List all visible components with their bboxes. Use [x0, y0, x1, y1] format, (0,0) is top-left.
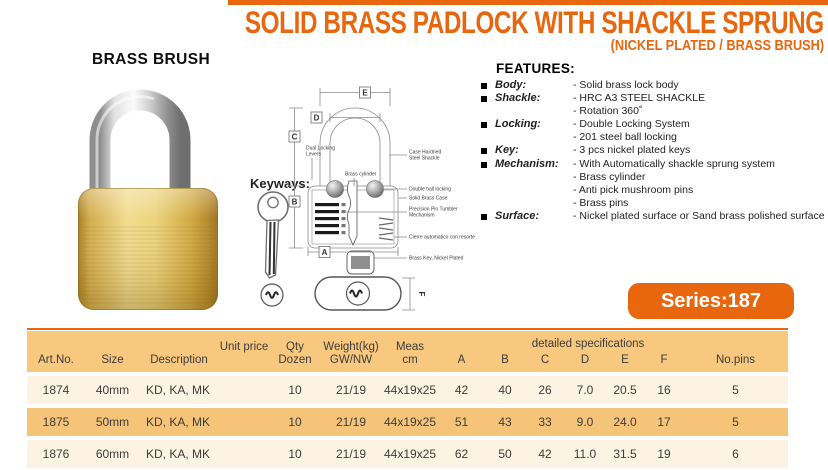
table-cell: 6 [732, 447, 739, 461]
table-cell: 5 [732, 415, 739, 429]
spec-table [27, 328, 788, 468]
callout-label: Precision Pin Tumbler Mechanism [409, 206, 458, 219]
table-body [27, 376, 788, 468]
table-cell: 50mm [95, 415, 130, 429]
bottom-view [315, 277, 401, 310]
feature-item [481, 79, 827, 92]
table-cell: 19 [657, 447, 671, 461]
lock-body [78, 188, 218, 310]
feature-lines: - Double Locking System - 201 steel ball locking [573, 118, 690, 144]
table-cell: 20.5 [613, 383, 637, 397]
dim-letter: B [291, 197, 298, 207]
group-header: detailed specifications [531, 338, 645, 350]
table-cell: 44x19x25 [383, 415, 437, 429]
table-cell: 21/19 [335, 415, 367, 429]
column-header: Description [150, 353, 208, 366]
callout-label: Brass cylinder [345, 171, 377, 178]
bullet-square-icon [481, 162, 487, 168]
bullet-square-icon [481, 122, 487, 128]
table-cell: 62 [454, 447, 469, 461]
feature-label: Mechanism: [495, 157, 559, 170]
table-cell: KD, KA, MK [146, 415, 211, 429]
table-cell: 21/19 [335, 447, 367, 461]
table-cell: 44x19x25 [383, 447, 437, 461]
feature-item [481, 144, 827, 157]
column-header: No.pins [716, 353, 755, 366]
column-header: Size [101, 353, 124, 366]
column-header: F [660, 353, 668, 366]
finish-label: BRASS BRUSH [92, 51, 211, 68]
table-row [27, 440, 788, 468]
key-bow [347, 251, 374, 274]
series-badge: Series:187 [628, 283, 794, 319]
table-cell: 42 [454, 383, 469, 397]
feature-item [481, 158, 827, 210]
table-cell: 10 [288, 447, 302, 461]
dim-letter: D [313, 113, 320, 123]
dim-letter: E [362, 88, 368, 98]
feature-lines: - Solid brass lock body [573, 79, 679, 91]
column-header: D [580, 353, 590, 366]
table-cell: 43 [498, 415, 512, 429]
dim-letter: F [417, 291, 426, 297]
feature-label: Body: [495, 79, 527, 91]
features-list [481, 79, 827, 223]
features-heading: FEATURES: [496, 61, 575, 76]
callout-label: Dual Locking Levers [306, 145, 335, 158]
table-cell: 11.0 [573, 447, 597, 461]
shackle [97, 97, 180, 194]
page-title: SOLID BRASS PADLOCK WITH SHACKLE SPRUNG [245, 4, 824, 40]
column-header: Unit price [219, 341, 269, 353]
dim-letter: A [321, 248, 328, 258]
padlock-diagram [243, 86, 475, 326]
table-row [27, 408, 788, 436]
column-header: Qty Dozen [278, 341, 312, 366]
table-cell: 17 [657, 415, 671, 429]
feature-label: Surface: [495, 209, 540, 222]
table-cell: 10 [288, 383, 302, 397]
table-cell: 1874 [42, 383, 70, 397]
table-header-row [27, 331, 788, 372]
feature-lines: - HRC A3 STEEL SHACKLE - Rotation 360˚ [573, 92, 706, 118]
dim-letter: C [291, 132, 298, 142]
keyway-profile [261, 284, 283, 306]
spring-coil [379, 218, 393, 240]
feature-label: Locking: [495, 118, 541, 131]
table-cell: 60mm [95, 447, 130, 461]
callout-lines [312, 155, 407, 258]
callout-label: Double ball locking [409, 186, 451, 193]
table-cell: 42 [538, 447, 552, 461]
feature-lines: - 3 pcs nickel plated keys [573, 144, 691, 157]
table-cell: KD, KA, MK [146, 383, 211, 397]
bullet-square-icon [481, 214, 487, 220]
pin-stack [315, 203, 346, 234]
table-cell: 1875 [42, 415, 70, 429]
bullet-square-icon [481, 148, 487, 154]
page-subtitle: (NICKEL PLATED / BRASS BRUSH) [610, 37, 824, 54]
table-cell: 26 [538, 383, 552, 397]
feature-lines: - With Automatically shackle sprung system - Brass cylinder - Anti pick mushroom pins - Brass pins [573, 157, 775, 209]
key-blade [348, 181, 358, 245]
callout-label: Case Hardned Steel Shackle [409, 149, 442, 162]
feature-label: Shackle: [495, 92, 541, 105]
feature-item [481, 92, 827, 118]
column-header: Meas cm [395, 341, 425, 366]
column-header: Art.No. [38, 353, 74, 366]
table-cell: 1876 [42, 447, 70, 461]
callout-label: Brass Key, Nickel Plated [409, 255, 464, 262]
table-cell: 44x19x25 [383, 383, 437, 397]
padlock-photo [70, 82, 240, 322]
table-cell: 40 [498, 383, 512, 397]
table-cell: 9.0 [576, 415, 594, 429]
table-cell: 33 [538, 415, 552, 429]
table-cell: 50 [498, 447, 512, 461]
feature-item [481, 118, 827, 144]
table-cell: 40mm [95, 383, 130, 397]
feature-lines: - Nickel plated surface or Sand brass polished surface [573, 209, 825, 222]
table-cell: 7.0 [576, 383, 594, 397]
callout-label: Solid Brass Case [409, 195, 448, 202]
column-header: B [501, 353, 509, 366]
locking-ball-right [367, 181, 384, 198]
column-header: Weight(kg) GW/NW [323, 341, 379, 366]
table-cell: 16 [657, 383, 671, 397]
table-cell: 24.0 [613, 415, 637, 429]
keyway-key [258, 192, 288, 278]
table-cell: 31.5 [613, 447, 637, 461]
feature-label: Key: [495, 144, 519, 157]
table-cell: KD, KA, MK [146, 447, 211, 461]
feature-item [481, 210, 827, 223]
column-header: E [621, 353, 629, 366]
bullet-square-icon [481, 83, 487, 89]
locking-ball-left [327, 181, 344, 198]
table-cell: 21/19 [335, 383, 367, 397]
keyways-label: Keyways: [250, 176, 310, 191]
table-cell: 51 [454, 415, 469, 429]
column-header: C [540, 353, 550, 366]
callout-label: Cierre automatico con resorte [409, 234, 475, 241]
table-row [27, 376, 788, 404]
table-cell: 10 [288, 415, 302, 429]
table-cell: 5 [732, 383, 739, 397]
bullet-square-icon [481, 96, 487, 102]
column-header: A [457, 353, 466, 366]
